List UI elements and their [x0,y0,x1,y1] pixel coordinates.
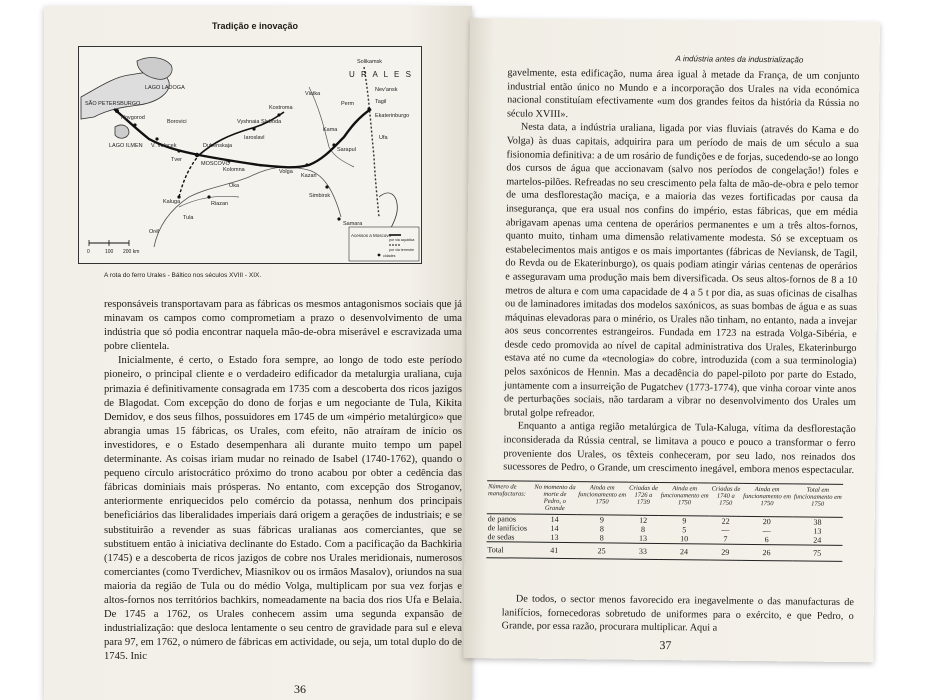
table-cell: 20 [762,517,771,527]
map-label: Kostroma [269,105,293,111]
table-header: Criadas de 1726 a 1739 [627,482,659,515]
scale-label: 200 km [123,249,140,255]
map-label: LAGO LADOGA [145,85,185,91]
table-cell: 5 [682,525,687,535]
map-label: U R A L E S [349,70,413,79]
table-cell: 8 [599,524,604,534]
legend-title: Acessos a Moscovo [351,233,392,238]
map-label: Samara [343,221,363,227]
map-label: Volga [279,169,293,175]
paragraph: Inicialmente, é certo, o Estado fora sempre, ao longo de todo este período pioneiro, o principal cliente e o verdadeiro edificador da metalurgia uraliana, cuja primazia é definitivamente consagrada em 1735 com a descoberta dos ricos jazigos de Blagodat. Com excepção do dono de forjas e um negociante de Tula, Kikita Demidov, e dos seus filhos, possuidores em 1745 de um «império metalúrgico» que abrangia umas 15 fábricas, os Urales, com efeito, não atraíram de início os investidores, e o Estado desempenhara ali durante muito tempo um papel determinante. As coisas iriam mudar no reinado de Isabel (1740-1762), quando o pequeno círculo aristocrático próximo do trono acabou por obter a cedência das fábricas dominiais mais prósperas. No entanto, com excepção dos Stroganov, anteriormente enriquecidos pelo comércio da potassa, nenhum dos principais beneficiários das liberalidades imperiais dará origem a gerações de industriais; e se substituirão a revender as suas fábricas uralianas aos comerciantes, que se substituem então à iniciativa declinante do Estado. Com a pacificação da Bachkiria (1745) e a descoberta de ricos jazigos de cobre nos Urales meridionais, numerosos comerciantes (como Tverdichev, Miasnikov ou os irmãos Masalov), oriundos na sua maioria da região de Tula ou do médio Volga, multiplicam por sua vez forjas e altos-fornos nos territórios bachkirs, nomeadamente na bacia dos rios Ufa e Belaia. De 1745 a 1762, os Urales conhecem assim uma segunda expansão de industrialização: que desloca lentamente o seu centro de gravidade para sul e eleva para 97, em 1762, o número de fábricas em actividade, ou seja, um total duplo do de 1745. Inic [104,355,462,663]
table-header: Ainda em funcionamento em 1750 [659,483,710,517]
table-cell: — [762,526,771,536]
map-legend [349,227,419,261]
table-cell: 33 [627,543,659,559]
table-cell: 13 [550,532,559,542]
scale-label: 0 [87,249,90,255]
row-label: de panos [487,514,517,524]
page-number-right: 37 [659,638,672,653]
map-label: Kolomna [223,167,245,173]
land-route-line [179,155,199,197]
map-label: Kaluga [163,199,181,205]
table-cell: 26 [741,544,792,561]
running-head-right: A indústria antes da industrialização [675,54,804,65]
table-cell: 9 [682,516,687,526]
table-header: No momento da morte de Pedro, o Grande [533,481,577,514]
map-label: Sarapul [337,147,356,153]
row-label: de sedas [487,532,515,542]
map-label: Ekaterinburgo [375,113,410,119]
map-label: LAGO ILMEN [109,143,143,149]
table-cell: 8 [641,524,646,534]
running-head-left: Tradição e inovação [212,21,299,31]
map-label: Nev'ansk [375,87,398,93]
table-cell: 29 [709,544,741,560]
table-cell: 13 [813,526,822,536]
table-cell: 6 [764,535,769,545]
map-label: Kama [323,127,338,133]
scale-label: 100 [105,249,114,255]
paragraph: gavelmente, esta edificação, numa área igual à metade da França, de um conjunto industrial então único no Mundo e a incorporação dos Urales na vida económica nacional constituíam efectivamente «um dos grandes feitos da história da Rússia no século XVIII». [506,67,860,120]
left-page [44,6,472,700]
legend-item: por via terrestre [389,248,415,252]
table-cell: 41 [532,542,576,558]
manufactures-table [486,480,843,562]
table-cell: 24 [813,535,822,545]
table-header: Ainda em funcionamento em 1750 [577,482,628,516]
paragraph: Nesta data, a indústria uraliana, ligada por vias fluviais (através do Kama e do Volga) às duas capitais, adquirira para um período de mais de um século a sua fisionomia definitiva: a de um rosário de fundições e de forjas, sucedendo-se ao longo dos cursos de água que accionavam (salvo nos períodos de congelação!) foles e martelos-pilões. Refreadas no seu crescimento pela falta de mão-de-obra e pelo temor de uma desflorestação maciça, e a maioria das vezes fortificadas por causa da insegurança, que era usual nos confins do império, estas fábricas, que em média abrigavam apenas uma centena de operários permanentes e um a três altos-fornos, quanto muito, tinham uma dimensão relativamente modesta. Só se exceptuam os estabelecimentos mais antigos e os mais importantes (fábricas de Neviansk, de Tagil, do Revda ou de Ekaterinburgo), os quais podiam atingir várias centenas de operários e asseguravam uma produção mais bem diversificada. Os seus altos-fornos de 8 a 10 metros de altura e com uma capacidade de 4 a 5 t por dia, as suas oficinas de cisalhas ou de laminadores imitadas dos modelos saxónicos, as suas bombas de água e as suas máquinas elevadoras para o minério, os Urales não tinham, no entanto, nada a invejar aos seus concorrentes estrangeiros. Fundada em 1723 na estrada Volga-Sibéria, e desde cedo promovida ao nível de capital administrativa dos Urales, Ekaterinburgo estava até no cume da «tecnologia» do cobre, introduzida (com a sua terminologia) pelos saxónicos de Hennin. Mas a decadência do papel-piloto por parte do Estado, juntamente com a insurreição de Pugatchev (1773-1774), que vinha coroar vinte anos de perturbações sociais, não tardaram a vibrar no desenvolvimento dos Urales um brutal golpe refreador. [503,121,859,420]
map-label: MOSCOVO [201,161,230,167]
map-label: Perm [341,101,355,107]
table-cell: — [721,525,730,535]
table-cell: 14 [550,523,559,533]
table-cell: 13 [638,533,648,543]
table-cell: 75 [792,545,843,562]
table-header: Total em funcionamento em 1750 [792,484,843,518]
route-map [78,46,422,264]
table-header: Ainda em funcionamento em 1750 [741,483,792,517]
table-cell: 7 [723,534,728,544]
map-label: Novgorod [121,115,145,121]
paragraph: responsáveis transportavam para as fábricas os mesmos antagonismos sociais que já minavam os campos como comprometiam a prazo o desenvolvimento de uma indústria que só podia encontrar naquela mão-de-obra miserável e escravizada uma pobre clientela. [104,299,462,353]
legend-item: por via aquática [389,238,415,242]
table-cell: 14 [550,514,559,524]
map-label: Kazan [301,173,317,179]
table-cell: 12 [639,515,648,525]
row-label: de lanifícios [487,523,528,533]
table-header: Número de manufacturas: [487,481,533,514]
table-cell: 10 [680,534,689,544]
table-cell: 9 [599,515,605,525]
table-cell: 22 [721,516,730,526]
map-label: Oka [229,183,240,189]
page-number-left: 36 [294,682,306,696]
map-label: Tula [183,215,194,221]
map-label: Solikamsk [357,59,383,65]
table-header-row [487,481,843,518]
map-label: Orël [149,229,160,235]
map-caption: A rota do ferro Urales - Báltico nos séculos XVIII - XIX. [104,272,262,279]
table-total-row [486,542,842,562]
map-label: Viatka [305,91,321,97]
right-body-text-after-table [502,592,854,636]
table-cell: 25 [576,543,627,560]
map-label: Simbirsk [309,193,331,199]
route-map-drawing [79,47,421,263]
map-label: Dubenskaja [203,143,233,149]
map-label: Ufa [379,135,388,141]
volga-river [154,167,341,247]
table-cell: 38 [813,517,822,527]
paragraph: De todos, o sector menos favorecido era inegavelmente o das manufacturas de lanifícios, fornecedoras sobretudo de uniformes para o exército, e que Pedro, o Grande, por essa razão, procurara multiplicar. Aqui a [501,593,854,634]
iron-route-line [114,109,371,167]
paragraph: Enquanto a antiga região metalúrgica de Tula-Kaluga, vítima da desflorestação inconsiderada da Rússia central, se limitava a pouco e pouco a transformar o ferro proveniente dos Urales, os têxteis conheceram, por seu lado, nos reinados dos sucessores de Pedro, o Grande, um crescimento inegável, embora menos espectacular. [503,420,856,477]
map-label: Tver [171,157,182,163]
table-cell: 24 [659,544,710,561]
right-page [463,18,880,662]
table-header: Criadas de 1740 a 1750 [710,483,742,516]
row-label: Total [486,542,532,558]
map-label: Iaroslavl [244,135,265,141]
scale-bar [87,240,139,255]
map-label: V. Volocek [151,143,177,149]
table-cell: 8 [599,533,604,543]
map-label: SÃO PETERSBURGO [85,101,141,107]
map-label: Riazan [211,201,229,207]
map-label: Tagil [375,99,387,105]
map-label: Borovici [167,119,187,125]
right-body-text [503,66,859,477]
map-label: Vyshnaia Sloboda [237,119,282,125]
legend-item: cidades [383,254,396,258]
left-body-text [104,298,462,664]
lake-ilmen-shape [115,125,129,138]
